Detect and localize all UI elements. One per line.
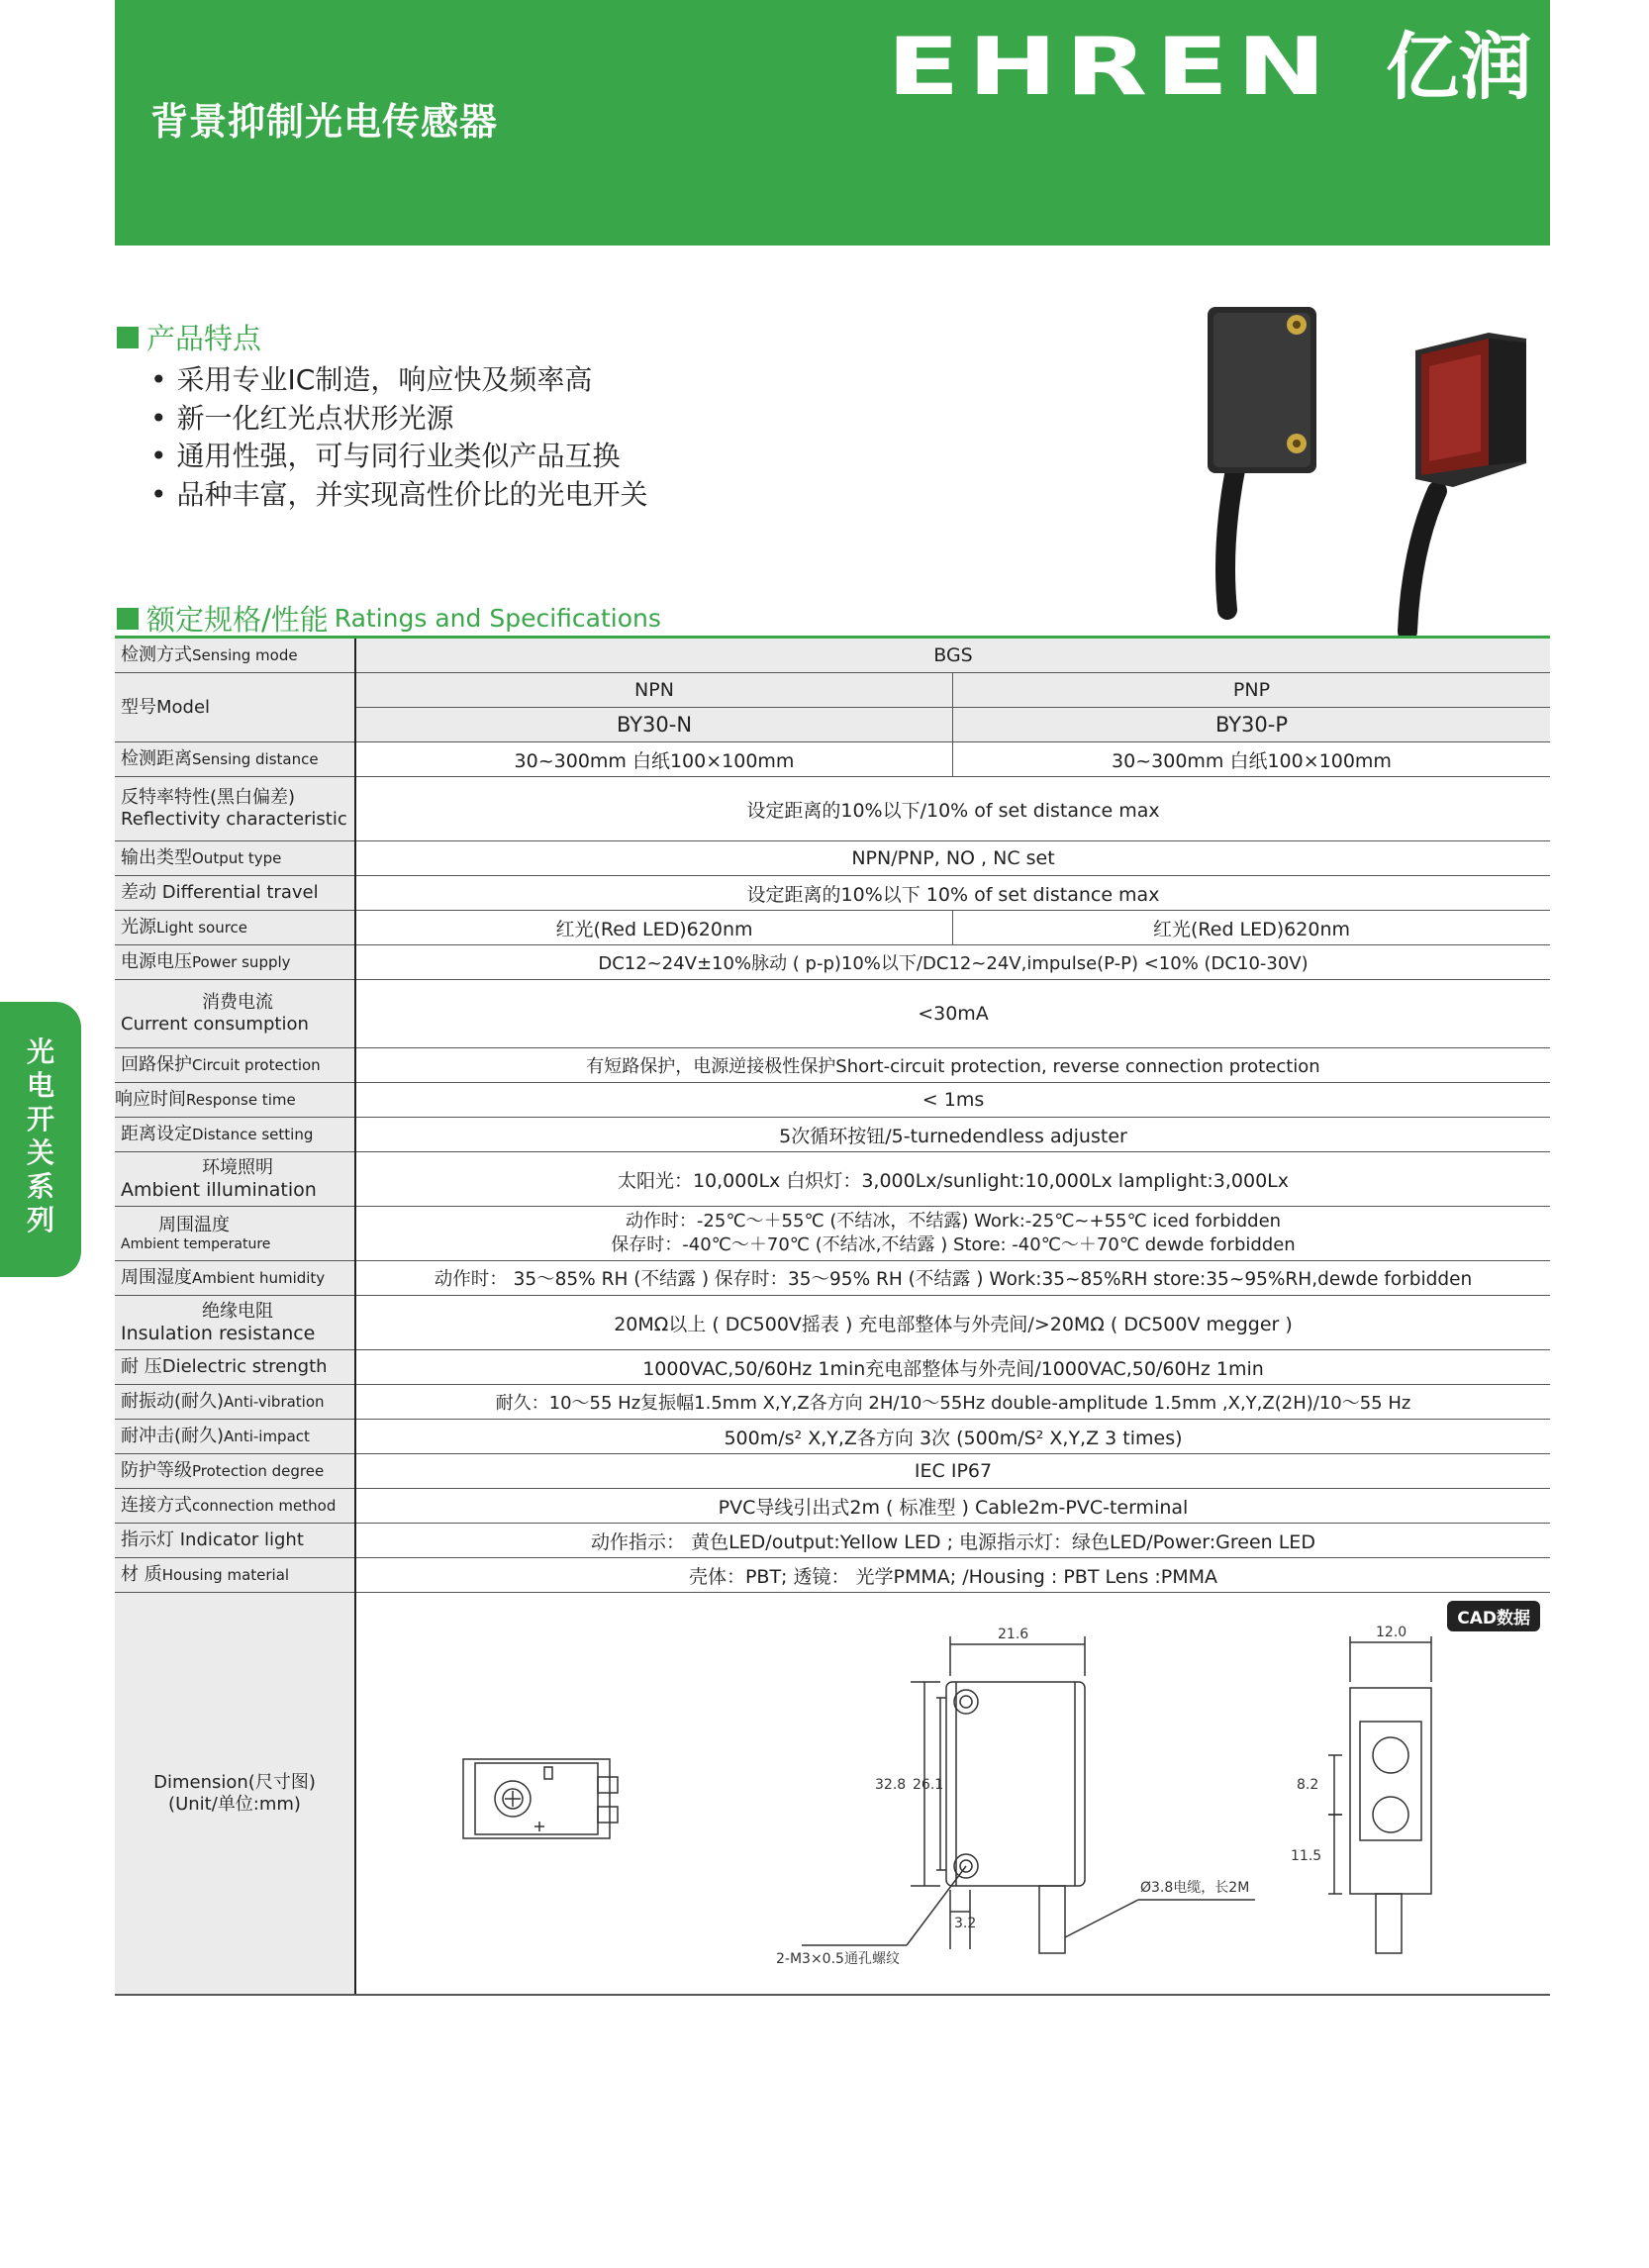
heading-square-icon [117,327,139,348]
row-value: 20MΩ以上 ( DC500V摇表 ) 充电部整体与外壳间/>20MΩ ( DC500V megger ) [355,1296,1550,1350]
dim-height: 32.8 [875,1777,907,1793]
table-row [115,1385,1550,1420]
dimension-unit: (Unit/单位:mm) [168,1793,301,1815]
row-label: 环境照明 Ambient illumination [115,1152,355,1207]
dim-side-width: 12.0 [1376,1625,1407,1640]
table-row [115,876,1550,911]
row-label: 输出类型Output type [115,841,355,876]
table-row [115,1454,1550,1489]
dim-bottom: 11.5 [1291,1848,1322,1864]
row-value: 有短路保护，电源逆接极性保护Short-circuit protection, reverse connection protection [355,1048,1550,1083]
cad-data-badge[interactable]: CAD数据 [1447,1601,1540,1631]
row-value: 耐久：10～55 Hz复振幅1.5mm X,Y,Z各方向 2H/10～55Hz double-amplitude 1.5mm ,X,Y,Z(2H)/10～55 Hz [355,1385,1550,1420]
model-pnp-type: PNP [953,673,1551,708]
dim-hole-spacing: 26.1 [913,1777,944,1793]
specs-heading-cn: 额定规格/性能 [146,603,329,637]
header-banner [115,0,1550,246]
table-row [115,1152,1550,1207]
table-row [115,980,1550,1048]
feature-text: 通用性强，可与同行业类似产品互换 [176,440,621,472]
dim-screw-note: 2-M3×0.5通孔螺纹 [776,1951,900,1967]
row-label: 型号Model [115,673,355,742]
table-row [115,1083,1550,1118]
row-label: 连接方式connection method [115,1489,355,1524]
row-label: 回路保护Circuit protection [115,1048,355,1083]
heading-square-icon [117,608,139,630]
series-side-tab-label: 光 电 开 关 系 列 [26,1035,54,1236]
table-row [115,1261,1550,1296]
row-label: 绝缘电阻 Insulation resistance [115,1296,355,1350]
row-value: 30~300mm 白纸100×100mm [355,742,953,777]
table-row [115,1420,1550,1454]
table-row [115,945,1550,980]
row-value: 红光(Red LED)620nm [953,911,1551,945]
row-value: 30~300mm 白纸100×100mm [953,742,1551,777]
dimension-drawing [356,1593,1550,1994]
bullet-icon: • [150,440,167,472]
table-row [115,1593,1550,1996]
features-list [150,361,648,514]
dimension-drawing-cell [355,1593,1550,1996]
specs-heading-en: Ratings and Specifications [334,604,661,633]
dim-offset: 3.2 [954,1916,977,1931]
table-row [115,1207,1550,1261]
brand-logo-cn: 亿润 [1386,25,1532,110]
bullet-icon: • [150,363,167,396]
bullet-icon: • [150,477,167,511]
features-heading-text: 产品特点 [146,322,262,355]
dim-width: 21.6 [998,1627,1029,1642]
feature-item [150,476,648,515]
table-row [115,1558,1550,1593]
row-value: 壳体：PBT; 透镜： 光学PMMA; /Housing : PBT Lens :PMMA [355,1558,1550,1593]
row-value: DC12~24V±10%脉动 ( p-p)10%以下/DC12~24V,impulse(P-P) <10% (DC10-30V) [355,945,1550,980]
table-row [115,841,1550,876]
row-label: 耐冲击(耐久)Anti-impact [115,1420,355,1454]
row-label: 检测方式Sensing mode [115,638,355,673]
table-row [115,673,1550,708]
row-label: 检测距离Sensing distance [115,742,355,777]
row-value: 动作指示： 黄色LED/output:Yellow LED ; 电源指示灯：绿色LED/Power:Green LED [355,1524,1550,1558]
row-label: 周围湿度Ambient humidity [115,1261,355,1296]
table-row [115,638,1550,673]
row-label: 电源电压Power supply [115,945,355,980]
row-value: <30mA [355,980,1550,1048]
feature-text: 新一化红光点状形光源 [176,401,454,435]
row-label: 指示灯 Indicator light [115,1524,355,1558]
table-row [115,1524,1550,1558]
temperature-work: 动作时：-25℃～＋55℃ (不结冰，不结露) Work:-25℃~+55℃ iced forbidden [625,1211,1282,1232]
table-row [115,1296,1550,1350]
row-label: 距离设定Distance setting [115,1118,355,1152]
brand-logo-latin: EHREN [887,21,1334,113]
feature-item [150,400,648,439]
row-label: 反特率特性(黑白偏差) Reflectivity characteristic [115,777,355,841]
row-value: 5次循环按钮/5-turnedendless adjuster [355,1118,1550,1152]
row-label: 差动 Differential travel [115,876,355,911]
feature-item [150,438,648,476]
row-value: 太阳光：10,000Lx 白炽灯：3,000Lx/sunlight:10,000Lx lamplight:3,000Lx [355,1152,1550,1207]
series-side-tab [0,1002,81,1277]
feature-text: 采用专业IC制造，响应快及频率高 [176,363,593,396]
row-value: NPN/PNP, NO , NC set [355,841,1550,876]
row-label: 耐 压Dielectric strength [115,1350,355,1385]
row-value: 设定距离的10%以下/10% of set distance max [355,777,1550,841]
row-value: BGS [355,638,1550,673]
row-label: 光源Light source [115,911,355,945]
page-title: 背景抑制光电传感器 [150,100,499,144]
row-label: 防护等级Protection degree [115,1454,355,1489]
temperature-store: 保存时：-40℃～＋70℃ (不结冰,不结露 ) Store: -40℃～＋70℃ dewde forbidden [611,1234,1296,1255]
model-pnp-name: BY30-P [953,708,1551,742]
dim-cable-note: Ø3.8电缆，长2M [1140,1880,1250,1896]
model-npn-name: BY30-N [355,708,953,742]
table-row [115,1048,1550,1083]
row-value: 1000VAC,50/60Hz 1min充电部整体与外壳间/1000VAC,50/60Hz 1min [355,1350,1550,1385]
row-label: 消费电流 Current consumption [115,980,355,1048]
row-value: 动作时： 35～85% RH (不结露 ) 保存时：35～95% RH (不结露 ) Work:35~85%RH store:35~95%RH,dewde forbidden [355,1261,1550,1296]
specs-heading [117,598,661,639]
feature-item [150,361,648,400]
table-row [115,742,1550,777]
row-label: 周围温度 Ambient temperature [115,1207,355,1261]
table-row [115,1350,1550,1385]
row-value [355,1207,1550,1261]
product-photo [1200,303,1548,638]
dimension-title: Dimension(尺寸图) [153,1771,316,1793]
table-row [115,1118,1550,1152]
dimension-label [115,1593,355,1996]
brand-logo [887,21,1532,113]
row-value: PVC导线引出式2m ( 标准型 ) Cable2m-PVC-terminal [355,1489,1550,1524]
table-row [115,1489,1550,1524]
features-heading [117,317,261,357]
row-value: < 1ms [355,1083,1550,1118]
spec-table [115,636,1550,1996]
dim-lens-pitch: 8.2 [1297,1777,1319,1793]
model-npn-type: NPN [355,673,953,708]
row-value: IEC IP67 [355,1454,1550,1489]
bullet-icon: • [150,401,167,435]
row-label: 响应时间Response time [115,1083,355,1118]
row-value: 500m/s² X,Y,Z各方向 3次 (500m/S² X,Y,Z 3 times) [355,1420,1550,1454]
feature-text: 品种丰富，并实现高性价比的光电开关 [176,477,648,511]
table-row [115,777,1550,841]
row-value: 红光(Red LED)620nm [355,911,953,945]
row-label: 材 质Housing material [115,1558,355,1593]
row-label: 耐振动(耐久)Anti-vibration [115,1385,355,1420]
table-row [115,911,1550,945]
row-value: 设定距离的10%以下 10% of set distance max [355,876,1550,911]
